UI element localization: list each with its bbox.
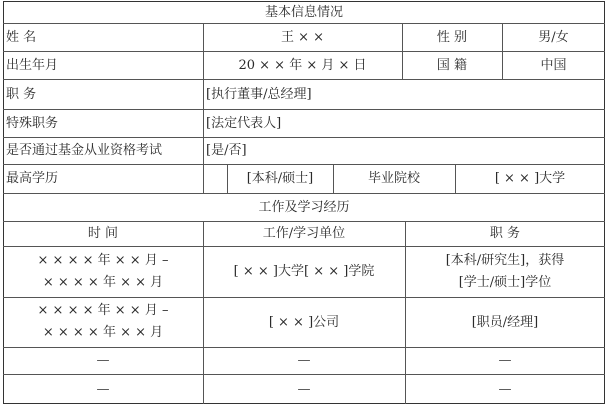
table-row-time [3,246,203,297]
header-time: 时 间 [87,226,119,241]
gender-value: 男/女 [538,29,569,45]
position-value: [执行董事/总经理] [206,86,312,102]
section-title-basic: 基本信息情况 [264,4,343,20]
education-label: 最高学历 [6,171,59,186]
table-row-unit: — [297,381,311,397]
position-label: 职 务 [6,86,37,102]
time-end: × × × × 年 × × 月 [42,274,164,290]
birth-label: 出生年月 [6,57,59,73]
info-table [3,1,605,404]
section-title-work: 工作及学习经历 [258,199,350,215]
time-end: × × × × 年 × × 月 [42,325,164,340]
nationality-value: 中国 [540,57,567,73]
table-row-unit: [ × × ]公司 [268,314,340,330]
time-start: × × × × 年 × × 月 – [37,303,169,318]
gender-label: 性 别 [436,29,468,45]
header-duty: 职 务 [489,226,521,241]
name-value: 王 × × [280,29,325,45]
header-unit: 工作/学习单位 [262,226,346,241]
exam-value: [是/否] [206,143,247,158]
table-row-duty [405,246,605,297]
table-row-duty: [职员/经理] [471,314,539,330]
time-start: × × × × 年 × × 月 – [37,252,169,268]
table-row-time: — [96,381,110,397]
duty-line-2: [学士/硕士]学位 [458,274,552,290]
nationality-label: 国 籍 [436,57,468,73]
table-row-time: — [96,353,110,368]
table-row-duty: — [498,381,512,397]
table-row-time [3,297,203,347]
duty-line-1: [本科/研究生]，获得 [445,252,565,268]
birth-value: 20 × × 年 × 月 × 日 [238,57,367,73]
school-value: [ × × ]大学 [494,171,566,186]
table-row-duty: — [498,353,512,368]
special-position-label: 特殊职务 [6,115,59,131]
school-label: 毕业院校 [367,171,420,186]
exam-label: 是否通过基金从业资格考试 [6,143,163,158]
table-row-unit: — [297,353,311,368]
table-row-unit: [ × × ]大学[ × × ]学院 [233,264,375,279]
special-position-value: [法定代表人] [206,115,282,131]
education-value: [本科/硕士] [246,171,314,186]
name-label: 姓 名 [6,29,37,45]
